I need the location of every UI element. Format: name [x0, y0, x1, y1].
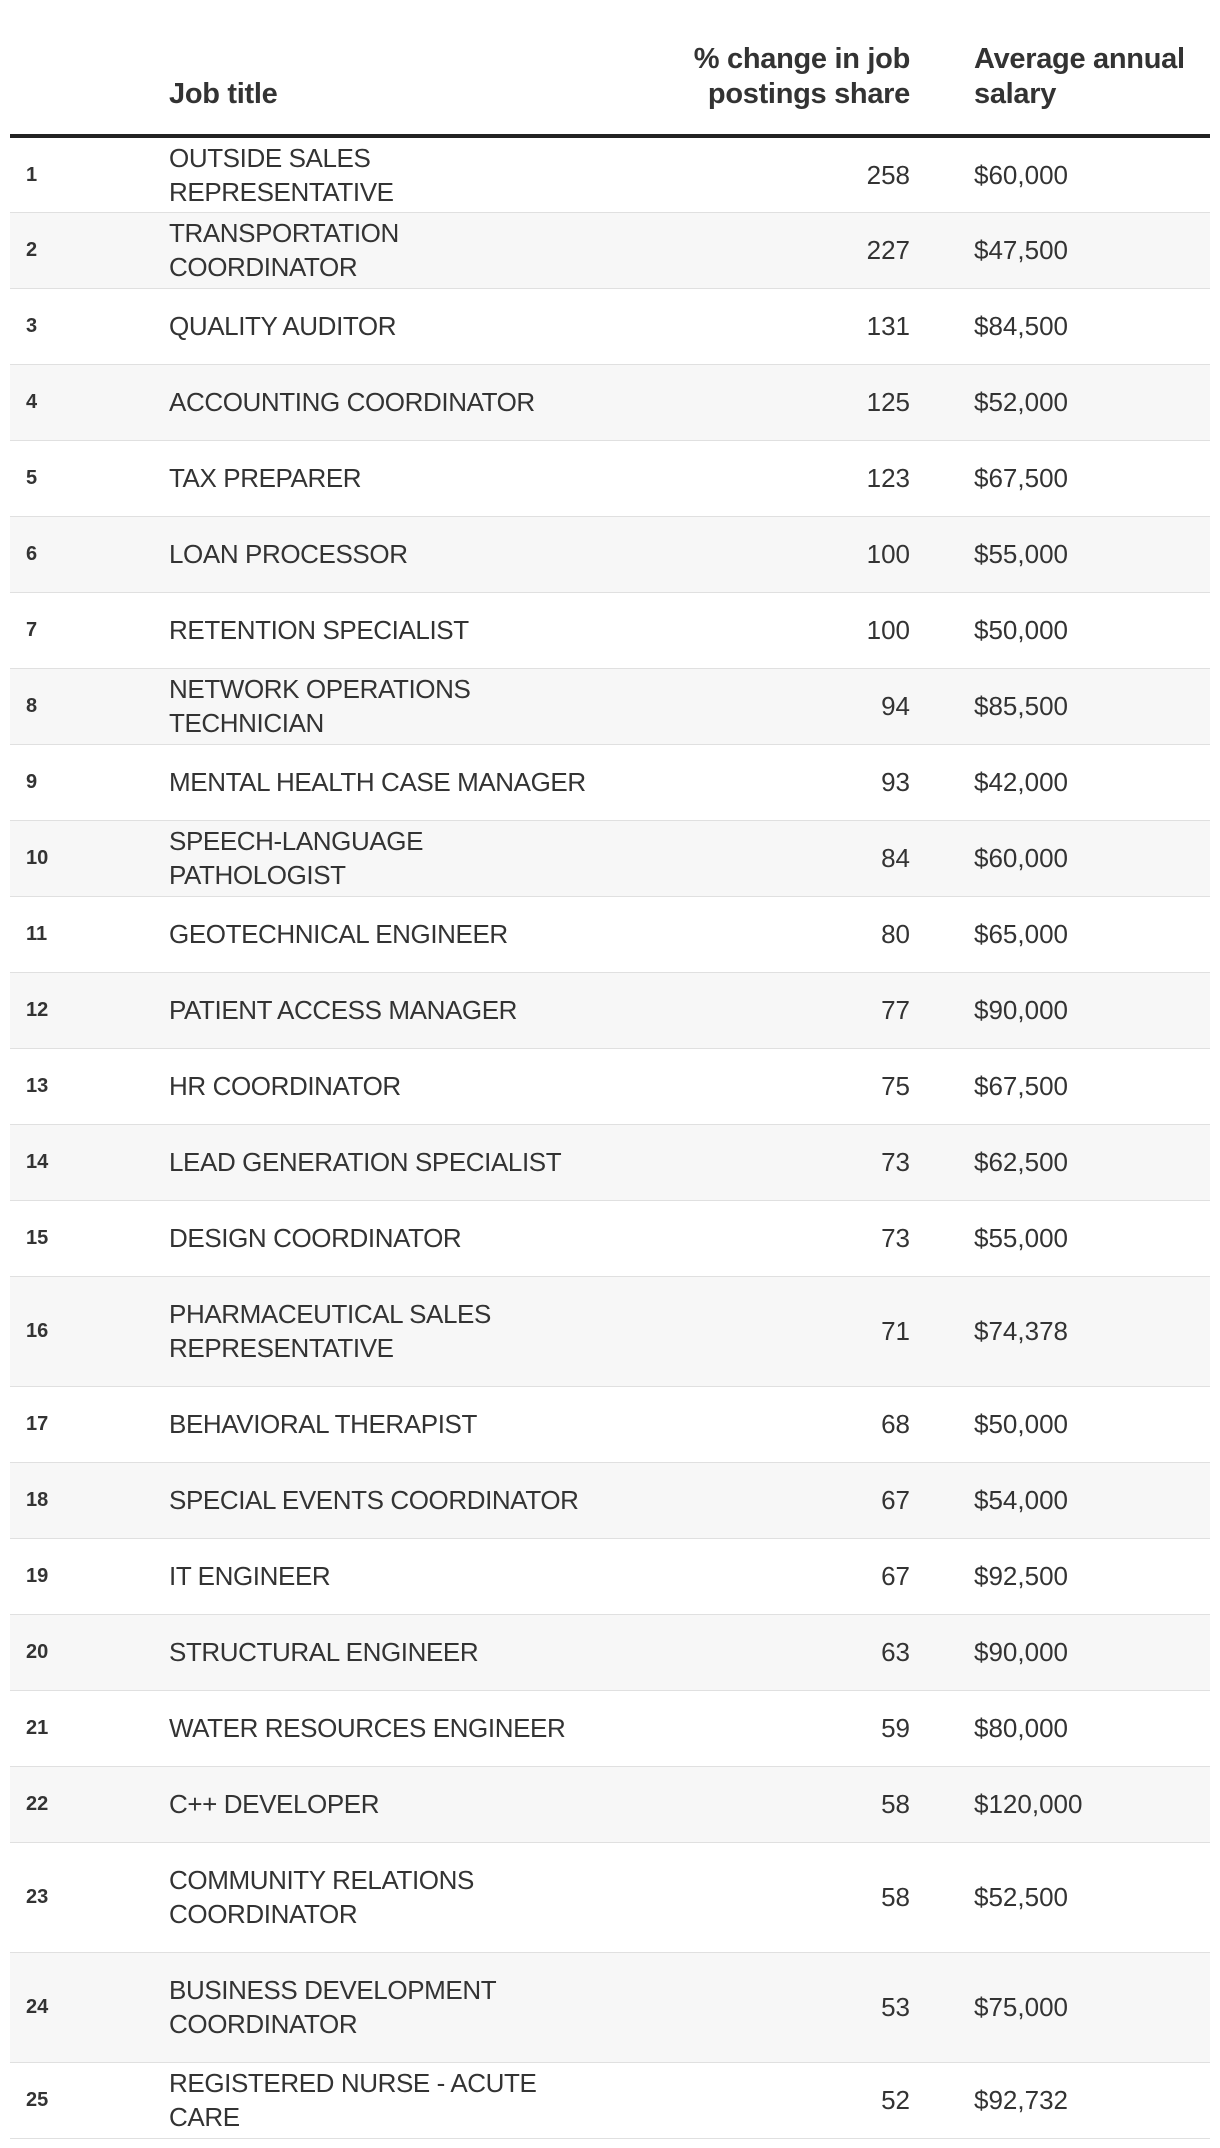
row-salary: $47,500: [974, 235, 1068, 265]
row-change: 84: [881, 843, 910, 873]
row-salary: $42,000: [974, 767, 1068, 797]
row-salary: $120,000: [974, 1789, 1083, 1819]
table-row: [10, 1538, 1210, 1614]
table-row: [10, 1842, 1210, 1952]
table-row: [10, 1200, 1210, 1276]
row-job-title: BEHAVIORAL THERAPIST: [169, 1409, 477, 1439]
row-change: 125: [866, 387, 910, 417]
row-rank: 2: [26, 239, 38, 261]
row-rank: 10: [26, 847, 49, 869]
table-row: [10, 212, 1210, 288]
row-rank: 7: [26, 619, 38, 641]
row-job-title: HR COORDINATOR: [169, 1071, 401, 1101]
row-salary: $55,000: [974, 539, 1068, 569]
row-rank: 11: [26, 923, 48, 945]
row-job-title-line1: BUSINESS DEVELOPMENT: [169, 1975, 497, 2005]
row-change: 123: [866, 463, 910, 493]
table-row: [10, 288, 1210, 364]
row-change: 67: [881, 1561, 910, 1591]
row-rank: 21: [26, 1717, 49, 1739]
table-row: [10, 1124, 1210, 1200]
row-change: 68: [881, 1409, 910, 1439]
row-job-title: TAX PREPARER: [169, 463, 362, 493]
row-change: 73: [881, 1147, 910, 1177]
header-row: [10, 0, 1210, 136]
row-job-title: REGISTERED NURSE - ACUTE CARE: [169, 2068, 537, 2132]
job-postings-table: [10, 0, 1210, 2139]
row-salary: $52,000: [974, 387, 1068, 417]
row-salary: $50,000: [974, 1409, 1068, 1439]
table-row: [10, 820, 1210, 896]
table-row: [10, 440, 1210, 516]
row-job-title: STRUCTURAL ENGINEER: [169, 1637, 479, 1667]
header-change-line2: postings share: [707, 78, 910, 110]
row-salary: $80,000: [974, 1713, 1068, 1743]
row-job-title: MENTAL HEALTH CASE MANAGER: [169, 767, 586, 797]
row-rank: 4: [26, 391, 38, 413]
header-job-title[interactable]: Job title: [169, 0, 589, 136]
row-change: 71: [881, 1316, 910, 1346]
row-salary: $65,000: [974, 919, 1068, 949]
table-row: [10, 1276, 1210, 1386]
row-rank: 25: [26, 2089, 49, 2111]
row-salary: $75,000: [974, 1992, 1068, 2022]
row-rank: 12: [26, 999, 49, 1021]
row-job-title: SPECIAL EVENTS COORDINATOR: [169, 1485, 579, 1515]
row-job-title: LOAN PROCESSOR: [169, 539, 408, 569]
row-job-title-line2: COORDINATOR: [169, 1899, 358, 1929]
header-change[interactable]: [589, 0, 910, 136]
table-row: [10, 136, 1210, 212]
table-row: [10, 1386, 1210, 1462]
row-salary: $92,500: [974, 1561, 1068, 1591]
job-postings-table-container: [10, 0, 1210, 2139]
row-rank: 24: [26, 1996, 49, 2018]
row-change: 53: [881, 1992, 910, 2022]
row-rank: 18: [26, 1489, 49, 1511]
row-rank: 20: [26, 1641, 49, 1663]
row-job-title: LEAD GENERATION SPECIALIST: [169, 1147, 562, 1177]
row-rank: 14: [26, 1151, 49, 1173]
table-row: [10, 1462, 1210, 1538]
row-job-title: TRANSPORTATION COORDINATOR: [169, 218, 399, 282]
header-rank: [10, 0, 169, 136]
row-salary: $90,000: [974, 995, 1068, 1025]
row-rank: 22: [26, 1793, 49, 1815]
row-change: 73: [881, 1223, 910, 1253]
table-row: [10, 668, 1210, 744]
table-row: [10, 972, 1210, 1048]
header-salary[interactable]: [910, 0, 1210, 136]
row-change: 227: [866, 235, 910, 265]
header-salary-line1: Average annual: [974, 43, 1185, 75]
row-job-title: IT ENGINEER: [169, 1561, 331, 1591]
table-row: [10, 364, 1210, 440]
row-change: 58: [881, 1789, 910, 1819]
row-rank: 9: [26, 771, 38, 793]
row-change: 131: [866, 311, 910, 341]
row-salary: $84,500: [974, 311, 1068, 341]
row-change: 94: [881, 691, 910, 721]
row-change: 59: [881, 1713, 910, 1743]
row-salary: $74,378: [974, 1316, 1068, 1346]
row-job-title: GEOTECHNICAL ENGINEER: [169, 919, 508, 949]
table-row: [10, 592, 1210, 668]
row-job-title: [169, 1952, 589, 2062]
row-salary: $60,000: [974, 843, 1068, 873]
row-salary: $52,500: [974, 1882, 1068, 1912]
row-job-title: SPEECH-LANGUAGE PATHOLOGIST: [169, 826, 424, 890]
header-salary-line2: salary: [974, 78, 1057, 110]
row-rank: 23: [26, 1886, 49, 1908]
table-row: [10, 1952, 1210, 2062]
row-salary: $67,500: [974, 1071, 1068, 1101]
row-change: 80: [881, 919, 910, 949]
row-job-title: NETWORK OPERATIONS TECHNICIAN: [169, 674, 471, 738]
row-job-title: [169, 1842, 589, 1952]
row-change: 52: [881, 2085, 910, 2115]
row-job-title: DESIGN COORDINATOR: [169, 1223, 462, 1253]
row-job-title: WATER RESOURCES ENGINEER: [169, 1713, 566, 1743]
row-change: 77: [881, 995, 910, 1025]
row-job-title: ACCOUNTING COORDINATOR: [169, 387, 535, 417]
row-salary: $85,500: [974, 691, 1068, 721]
row-rank: 17: [26, 1413, 49, 1435]
row-rank: 1: [26, 163, 38, 186]
table-row: [10, 1048, 1210, 1124]
row-salary: $50,000: [974, 615, 1068, 645]
row-rank: 3: [26, 315, 38, 337]
row-salary: $55,000: [974, 1223, 1068, 1253]
row-change: 100: [866, 539, 910, 569]
row-salary: $92,732: [974, 2085, 1068, 2115]
row-job-title-line2: REPRESENTATIVE: [169, 1333, 394, 1363]
row-salary: $54,000: [974, 1485, 1068, 1515]
row-change: 93: [881, 767, 910, 797]
row-change: 63: [881, 1637, 910, 1667]
row-change: 75: [881, 1071, 910, 1101]
row-change: 258: [866, 159, 910, 190]
table-body: [10, 136, 1210, 2138]
row-salary: $60,000: [974, 159, 1068, 190]
header-change-line1: % change in job: [693, 43, 910, 75]
row-rank: 6: [26, 543, 38, 565]
table-row: [10, 1690, 1210, 1766]
row-job-title-line2: COORDINATOR: [169, 2009, 358, 2039]
table-header: [10, 0, 1210, 136]
table-row: [10, 2062, 1210, 2138]
table-row: [10, 1614, 1210, 1690]
row-rank: 19: [26, 1565, 49, 1587]
row-rank: 15: [26, 1227, 49, 1249]
table-row: [10, 896, 1210, 972]
row-job-title-line1: COMMUNITY RELATIONS: [169, 1865, 474, 1895]
row-rank: 8: [26, 695, 38, 717]
row-job-title: PATIENT ACCESS MANAGER: [169, 995, 518, 1025]
row-job-title: OUTSIDE SALES REPRESENTATIVE: [169, 142, 394, 207]
row-rank: 16: [26, 1320, 49, 1342]
row-salary: $62,500: [974, 1147, 1068, 1177]
row-rank: 5: [26, 467, 38, 489]
row-job-title-line1: PHARMACEUTICAL SALES: [169, 1299, 491, 1329]
row-change: 67: [881, 1485, 910, 1515]
table-row: [10, 516, 1210, 592]
row-job-title: C++ DEVELOPER: [169, 1789, 380, 1819]
row-salary: $67,500: [974, 463, 1068, 493]
row-job-title: RETENTION SPECIALIST: [169, 615, 469, 645]
row-rank: 13: [26, 1075, 49, 1097]
table-row: [10, 744, 1210, 820]
table-row: [10, 1766, 1210, 1842]
row-change: 58: [881, 1882, 910, 1912]
row-change: 100: [866, 615, 910, 645]
row-job-title: QUALITY AUDITOR: [169, 311, 397, 341]
row-job-title: [169, 1276, 589, 1386]
row-salary: $90,000: [974, 1637, 1068, 1667]
